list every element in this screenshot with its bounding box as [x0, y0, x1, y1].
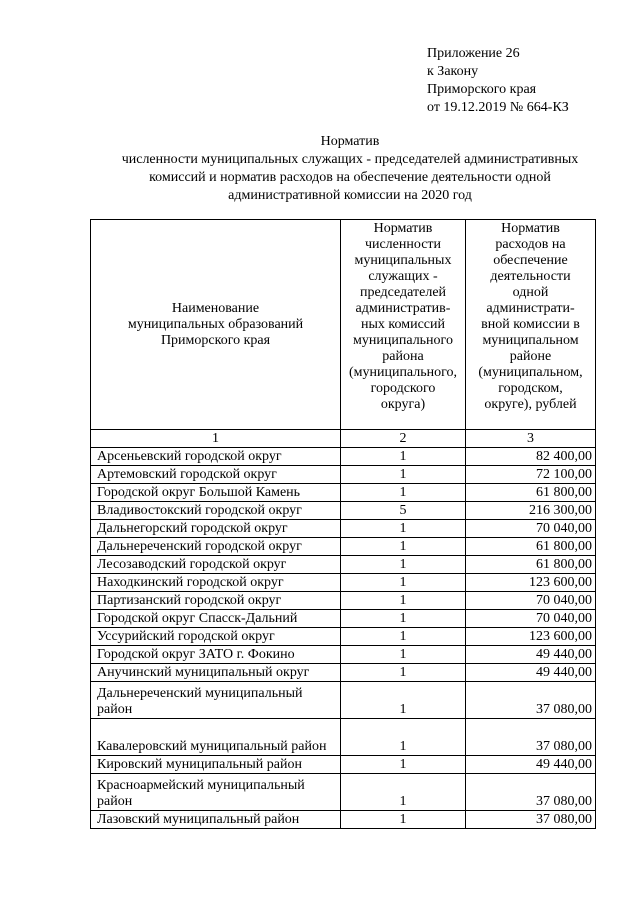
expense-amount: 123 600,00 — [466, 574, 596, 592]
column-number: 2 — [341, 430, 466, 448]
expense-amount: 37 080,00 — [466, 811, 596, 829]
table-row — [91, 520, 596, 538]
expense-amount: 70 040,00 — [466, 610, 596, 628]
expense-amount: 37 080,00 — [466, 774, 596, 811]
norms-table — [90, 219, 596, 829]
municipality-name: Анучинский муниципальный округ — [91, 664, 341, 682]
staff-count: 1 — [341, 466, 466, 484]
expense-amount: 37 080,00 — [466, 682, 596, 719]
staff-count: 1 — [341, 574, 466, 592]
table-row — [91, 502, 596, 520]
municipality-name: Кировский муниципальный район — [91, 756, 341, 774]
expense-amount: 70 040,00 — [466, 592, 596, 610]
staff-count: 1 — [341, 520, 466, 538]
table-row — [91, 628, 596, 646]
table-row — [91, 774, 596, 811]
document-title — [80, 133, 620, 205]
staff-count: 1 — [341, 556, 466, 574]
title-line: Норматив — [320, 134, 380, 149]
municipality-name: Арсеньевский городской округ — [91, 448, 341, 466]
expense-amount: 49 440,00 — [466, 646, 596, 664]
header-row — [91, 220, 596, 430]
staff-count: 1 — [341, 774, 466, 811]
title-line: численности муниципальных служащих - председателей административных — [121, 152, 579, 167]
column-number: 3 — [466, 430, 596, 448]
table-row — [91, 556, 596, 574]
title-line: комиссий и норматив расходов на обеспечение деятельности одной — [149, 170, 551, 185]
expense-amount: 82 400,00 — [466, 448, 596, 466]
table-row — [91, 448, 596, 466]
staff-count: 1 — [341, 756, 466, 774]
expense-amount: 70 040,00 — [466, 520, 596, 538]
municipality-name: Уссурийский городской округ — [91, 628, 341, 646]
column-number-row — [91, 430, 596, 448]
municipality-name: Партизанский городской округ — [91, 592, 341, 610]
table-row — [91, 538, 596, 556]
municipality-name: Владивостокский городской округ — [91, 502, 341, 520]
table-row — [91, 574, 596, 592]
table-row — [91, 610, 596, 628]
staff-count: 1 — [341, 448, 466, 466]
staff-count: 1 — [341, 538, 466, 556]
table-row — [91, 646, 596, 664]
municipality-name: Лазовский муниципальный район — [91, 811, 341, 829]
staff-count: 1 — [341, 592, 466, 610]
table-row — [91, 756, 596, 774]
expense-amount: 61 800,00 — [466, 484, 596, 502]
header-cell-name: Наименование муниципальных образований Приморского края — [91, 220, 341, 430]
table-row — [91, 664, 596, 682]
municipality-name: Красноармейский муниципальный район — [91, 774, 341, 811]
expense-amount: 49 440,00 — [466, 756, 596, 774]
municipality-name: Артемовский городской округ — [91, 466, 341, 484]
expense-amount: 49 440,00 — [466, 664, 596, 682]
staff-count: 5 — [341, 502, 466, 520]
header-cell-count: Норматив численности муниципальных служащих - председателей административ- ных комиссий муниципального района (муниципального, городского округа) — [341, 220, 466, 430]
table-row — [91, 466, 596, 484]
table-row — [91, 484, 596, 502]
table-row — [91, 719, 596, 756]
staff-count: 1 — [341, 719, 466, 756]
municipality-name: Дальнегорский городской округ — [91, 520, 341, 538]
staff-count: 1 — [341, 484, 466, 502]
municipality-name: Кавалеровский муниципальный район — [91, 719, 341, 756]
annex-line: от 19.12.2019 № 664-КЗ — [427, 100, 569, 115]
municipality-name: Дальнереченский городской округ — [91, 538, 341, 556]
expense-amount: 123 600,00 — [466, 628, 596, 646]
expense-amount: 216 300,00 — [466, 502, 596, 520]
expense-amount: 37 080,00 — [466, 719, 596, 756]
municipality-name: Городской округ Большой Камень — [91, 484, 341, 502]
staff-count: 1 — [341, 811, 466, 829]
table-row — [91, 682, 596, 719]
staff-count: 1 — [341, 646, 466, 664]
municipality-name: Находкинский городской округ — [91, 574, 341, 592]
table-row — [91, 811, 596, 829]
annex-line: к Закону — [427, 64, 479, 79]
table-row — [91, 592, 596, 610]
title-line: административной комиссии на 2020 год — [228, 188, 472, 203]
municipality-name: Дальнереченский муниципальный район — [91, 682, 341, 719]
header-cell-amount: Норматив расходов на обеспечение деятельности одной администрати- вной комиссии в муниципальном районе (муниципальном, городском, округе), рублей — [466, 220, 596, 430]
annex-line: Приморского края — [427, 82, 537, 97]
staff-count: 1 — [341, 664, 466, 682]
annex-line: Приложение 26 — [427, 46, 520, 61]
municipality-name: Городской округ ЗАТО г. Фокино — [91, 646, 341, 664]
staff-count: 1 — [341, 682, 466, 719]
column-number: 1 — [91, 430, 341, 448]
municipality-name: Лесозаводский городской округ — [91, 556, 341, 574]
expense-amount: 61 800,00 — [466, 538, 596, 556]
annex-note — [427, 45, 569, 117]
staff-count: 1 — [341, 628, 466, 646]
staff-count: 1 — [341, 610, 466, 628]
expense-amount: 61 800,00 — [466, 556, 596, 574]
municipality-name: Городской округ Спасск-Дальний — [91, 610, 341, 628]
expense-amount: 72 100,00 — [466, 466, 596, 484]
